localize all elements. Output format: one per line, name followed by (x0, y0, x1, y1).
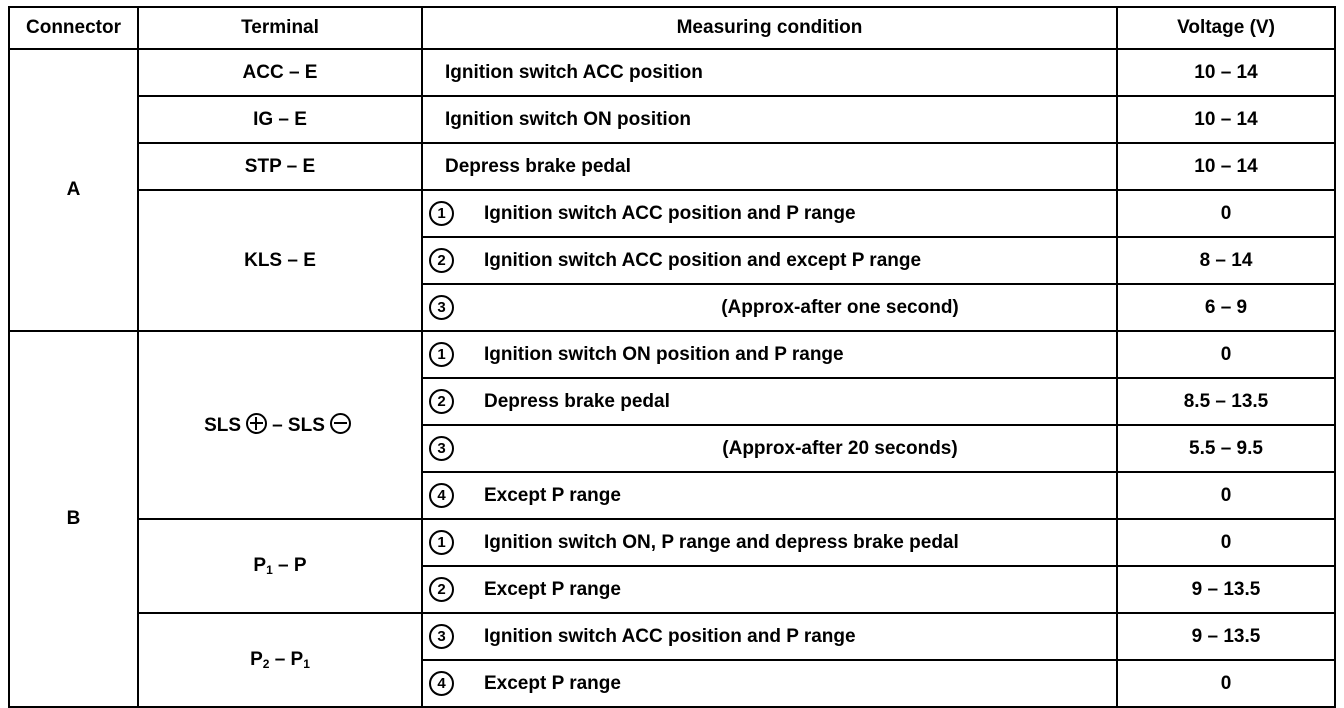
header-connector: Connector (9, 7, 138, 49)
condition-cell (422, 660, 1117, 707)
circled-number: 3 (429, 624, 454, 649)
condition-cell (422, 284, 1117, 331)
voltage-cell: 0 (1117, 331, 1335, 378)
circled-number: 1 (429, 201, 454, 226)
condition-text: Except P range (484, 672, 621, 694)
circled-minus-icon (330, 413, 351, 434)
condition-cell (422, 425, 1117, 472)
circled-number: 2 (429, 577, 454, 602)
circled-number: 4 (429, 671, 454, 696)
voltage-cell: 10 – 14 (1117, 49, 1335, 96)
table-row (9, 613, 1335, 660)
header-terminal: Terminal (138, 7, 422, 49)
voltage-cell: 8.5 – 13.5 (1117, 378, 1335, 425)
condition-text: Ignition switch ON position and P range (484, 343, 844, 365)
voltage-cell: 0 (1117, 660, 1335, 707)
circled-number: 1 (429, 530, 454, 555)
voltage-cell: 10 – 14 (1117, 143, 1335, 190)
condition-cell: Depress brake pedal (422, 143, 1117, 190)
terminal-sls-label: SLS (204, 415, 242, 436)
table-row (9, 96, 1335, 143)
circled-number: 3 (429, 295, 454, 320)
condition-cell: Ignition switch ON position (422, 96, 1117, 143)
condition-cell (422, 190, 1117, 237)
voltage-cell: 10 – 14 (1117, 96, 1335, 143)
terminal-label: P (250, 649, 263, 670)
condition-cell (422, 472, 1117, 519)
terminal-dash: – (272, 415, 283, 436)
voltage-cell: 0 (1117, 190, 1335, 237)
condition-text: Ignition switch ACC position and except P range (484, 249, 922, 271)
voltage-cell: 9 – 13.5 (1117, 613, 1335, 660)
condition-cell: Ignition switch ACC position (422, 49, 1117, 96)
condition-cell (422, 613, 1117, 660)
terminal-label: – P (272, 555, 307, 576)
terminal-subscript: 2 (262, 657, 270, 671)
condition-text: Except P range (484, 484, 621, 506)
circled-number: 2 (429, 248, 454, 273)
condition-cell (422, 237, 1117, 284)
condition-text: Depress brake pedal (484, 390, 670, 412)
condition-text: (Approx-after 20 seconds) (722, 437, 958, 459)
table-row (9, 49, 1335, 96)
header-condition: Measuring condition (422, 7, 1117, 49)
terminal-subscript: 1 (266, 563, 273, 577)
condition-cell (422, 378, 1117, 425)
terminal-p1-p (138, 519, 422, 613)
table-row (9, 143, 1335, 190)
terminal-sls (138, 331, 422, 519)
terminal-stp-e: STP – E (138, 143, 422, 190)
circled-number: 4 (429, 483, 454, 508)
voltage-cell: 5.5 – 9.5 (1117, 425, 1335, 472)
condition-cell (422, 519, 1117, 566)
condition-text: Except P range (484, 578, 621, 600)
condition-text: Ignition switch ON, P range and depress brake pedal (484, 531, 959, 553)
voltage-cell: 6 – 9 (1117, 284, 1335, 331)
condition-text: (Approx-after one second) (721, 296, 959, 318)
terminal-label: – P (269, 649, 304, 670)
terminal-ig-e: IG – E (138, 96, 422, 143)
circled-plus-icon (246, 413, 267, 434)
condition-text: Ignition switch ACC position and P range (484, 625, 856, 647)
terminal-subscript: 1 (303, 657, 310, 671)
table-row (9, 190, 1335, 237)
header-voltage: Voltage (V) (1117, 7, 1335, 49)
connector-b: B (9, 331, 138, 707)
terminal-p2-p1 (138, 613, 422, 707)
voltage-cell: 0 (1117, 472, 1335, 519)
circled-number: 2 (429, 389, 454, 414)
terminal-label: P (253, 555, 267, 576)
condition-cell (422, 566, 1117, 613)
condition-cell (422, 331, 1117, 378)
circled-number: 1 (429, 342, 454, 367)
voltage-cell: 9 – 13.5 (1117, 566, 1335, 613)
voltage-cell: 8 – 14 (1117, 237, 1335, 284)
terminal-acc-e: ACC – E (138, 49, 422, 96)
table-row (9, 331, 1335, 378)
voltage-spec-table (8, 6, 1336, 708)
header-row (9, 7, 1335, 49)
terminal-kls-e: KLS – E (138, 190, 422, 331)
table-row (9, 519, 1335, 566)
voltage-cell: 0 (1117, 519, 1335, 566)
terminal-sls-label: SLS (287, 415, 325, 436)
condition-text: Ignition switch ACC position and P range (484, 202, 856, 224)
connector-a: A (9, 49, 138, 331)
circled-number: 3 (429, 436, 454, 461)
